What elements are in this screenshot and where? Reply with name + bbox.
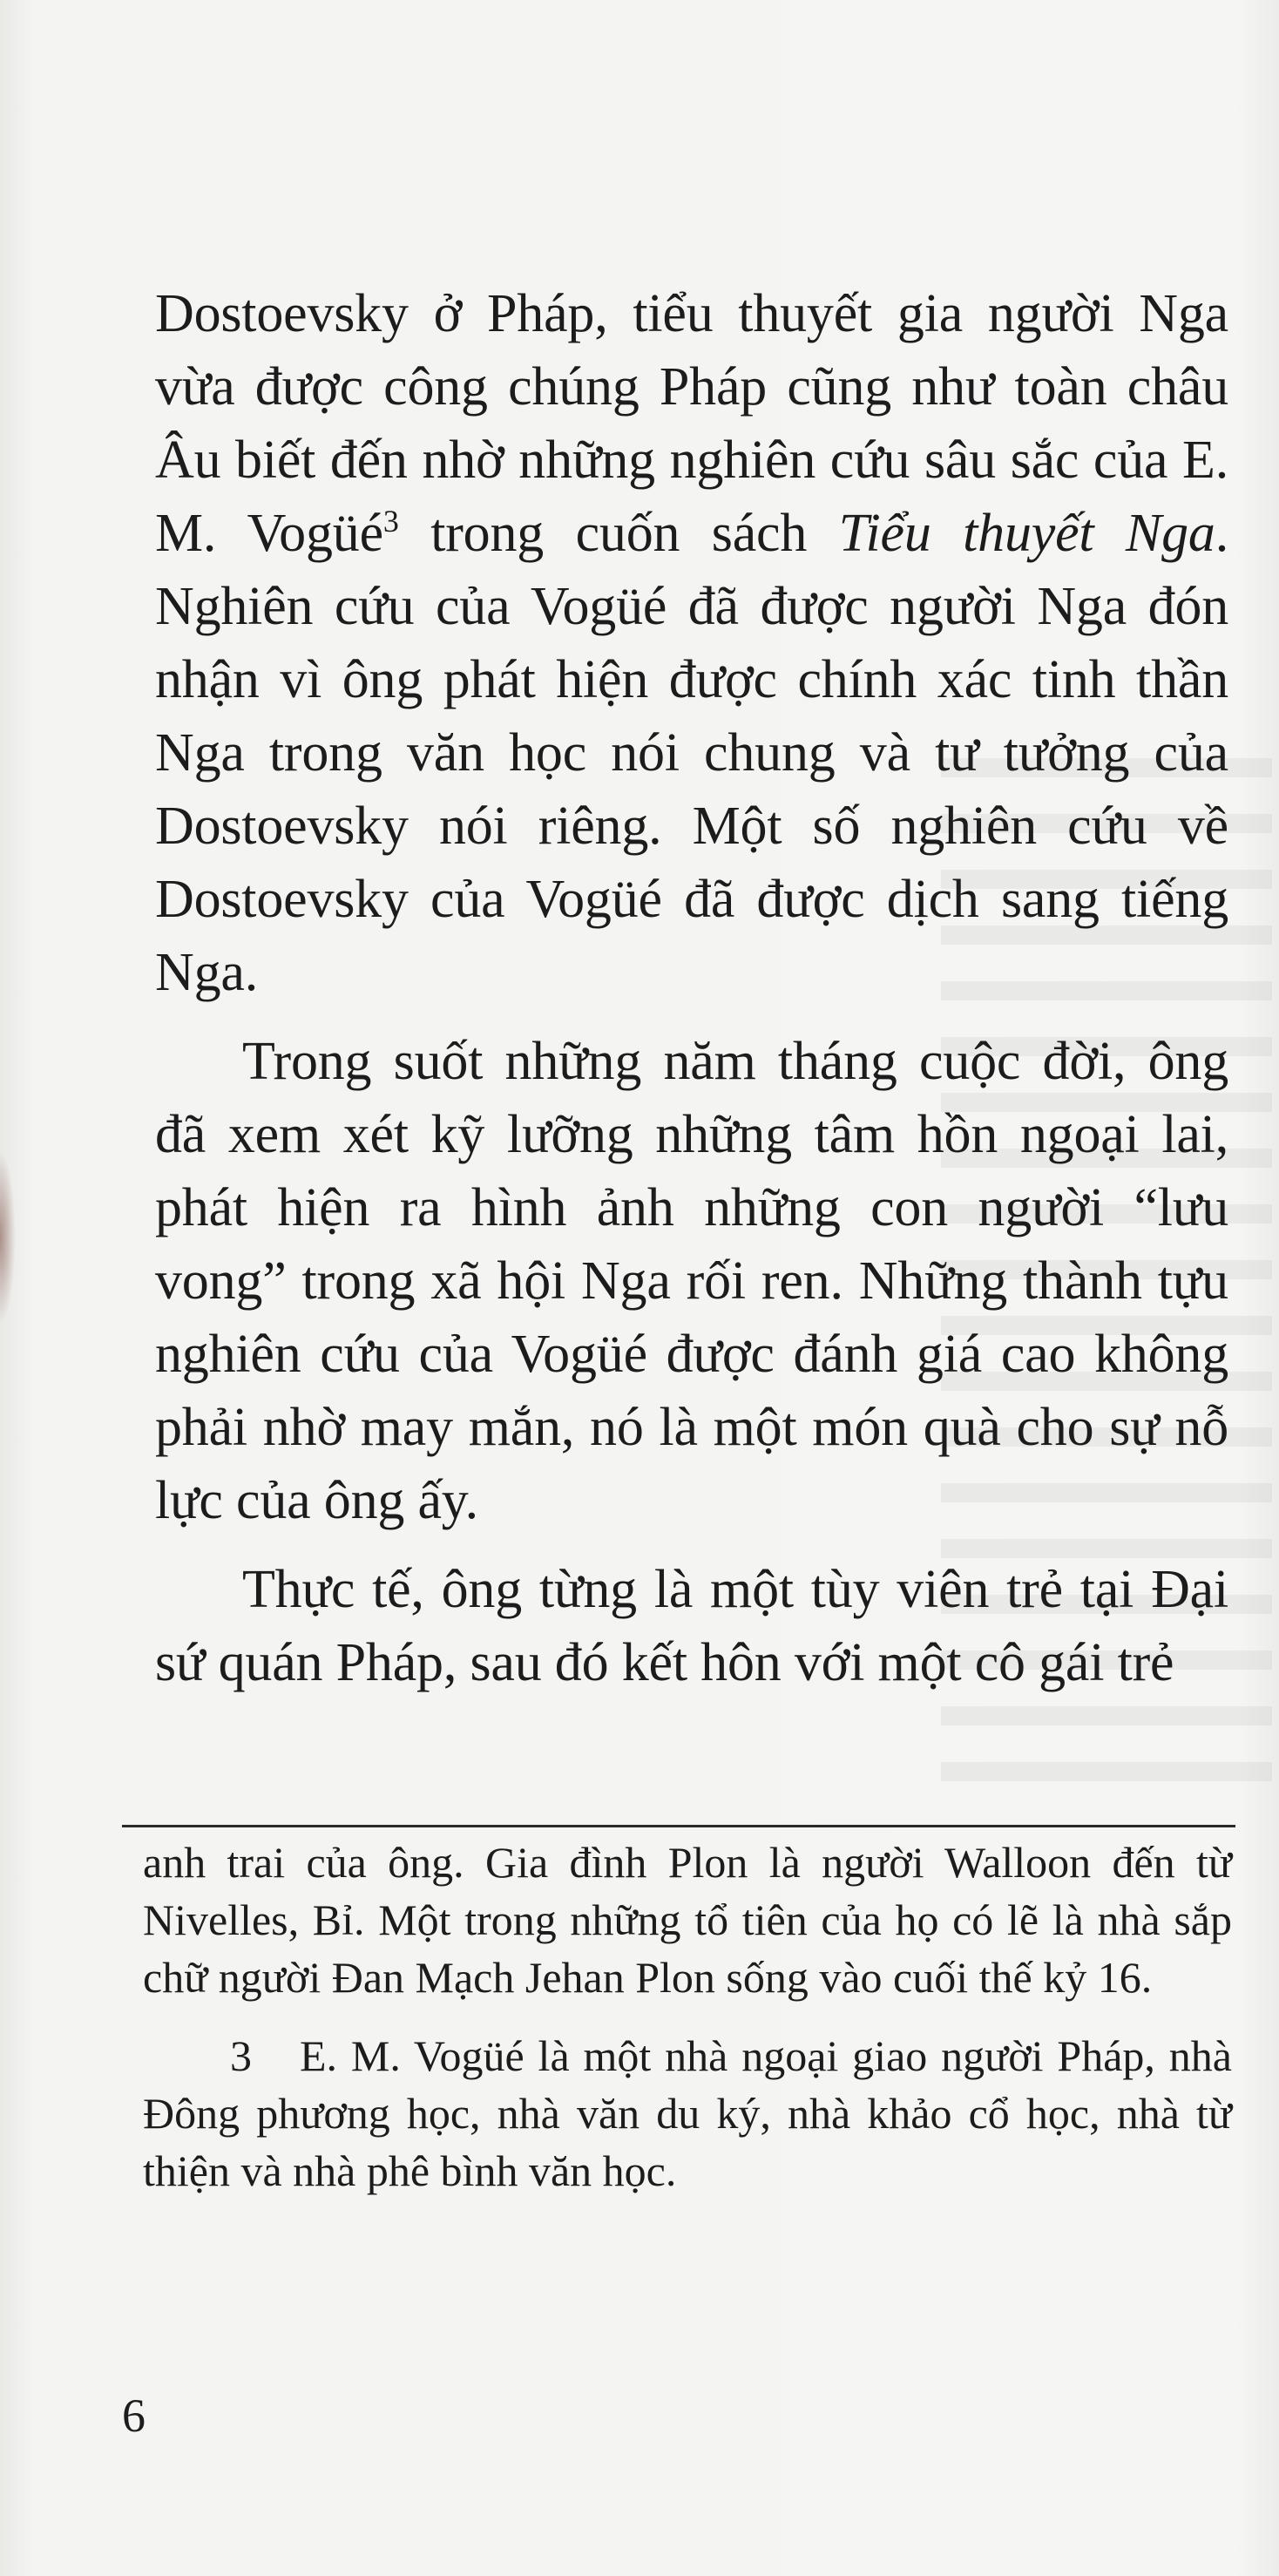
main-text [155,277,1228,1699]
footnote-3-number: 3 [230,2031,252,2080]
book-title-italic: Tiểu thuyết Nga [838,504,1215,563]
paragraph-3: Thực tế, ông từng là một tùy viên trẻ tại Đại sứ quán Pháp, sau đó kết hôn với một cô gái trẻ [155,1560,1228,1692]
paragraph-1-part-a: Dostoevsky ở Pháp, tiểu thuyết gia người Nga vừa được công chúng Pháp cũng như toàn châu Âu biết đến nhờ những nghiên cứu sâu sắc của E. M. Vogüé [155,284,1228,563]
footnote-3-text: E. M. Vogüé là một nhà ngoại giao người Pháp, nhà Đông phương học, nhà văn du ký, nhà khảo cổ học, nhà từ thiện và nhà phê bình văn học. [143,2031,1232,2195]
footnote-ref-3: 3 [382,504,399,539]
page-edge-shadow [0,1150,16,1325]
paragraph-2: Trong suốt những năm tháng cuộc đời, ông đã xem xét kỹ lưỡng những tâm hồn ngoại lai, phát hiện ra hình ảnh những con người “lưu vong” trong xã hội Nga rối ren. Những thành tựu nghiên cứu của Vogüé được đánh giá cao không phải nhờ may mắn, nó là một món quà cho sự nỗ lực của ông ấy. [155,1032,1228,1530]
footnote-3 [143,2027,1232,2200]
footnotes [143,1834,1232,2200]
page-number: 6 [122,2390,145,2442]
paragraph-1-part-b: trong cuốn sách [398,504,839,563]
paragraph-1 [155,277,1228,1009]
paragraph-1-part-c: . Nghiên cứu của Vogüé đã được người Nga đón nhận vì ông phát hiện được chính xác tinh thần Nga trong văn học nói chung và tư tưởng của Dostoevsky nói riêng. Một số nghiên cứu về Dostoevsky của Vogüé đã được dịch sang tiếng Nga. [155,504,1228,1002]
footnote-divider [122,1825,1235,1827]
footnote-continued: anh trai của ông. Gia đình Plon là người Walloon đến từ Nivelles, Bỉ. Một trong những tổ tiên của họ có lẽ là nhà sắp chữ người Đan Mạch Jehan Plon sống vào cuối thế kỷ 16. [143,1838,1232,2002]
